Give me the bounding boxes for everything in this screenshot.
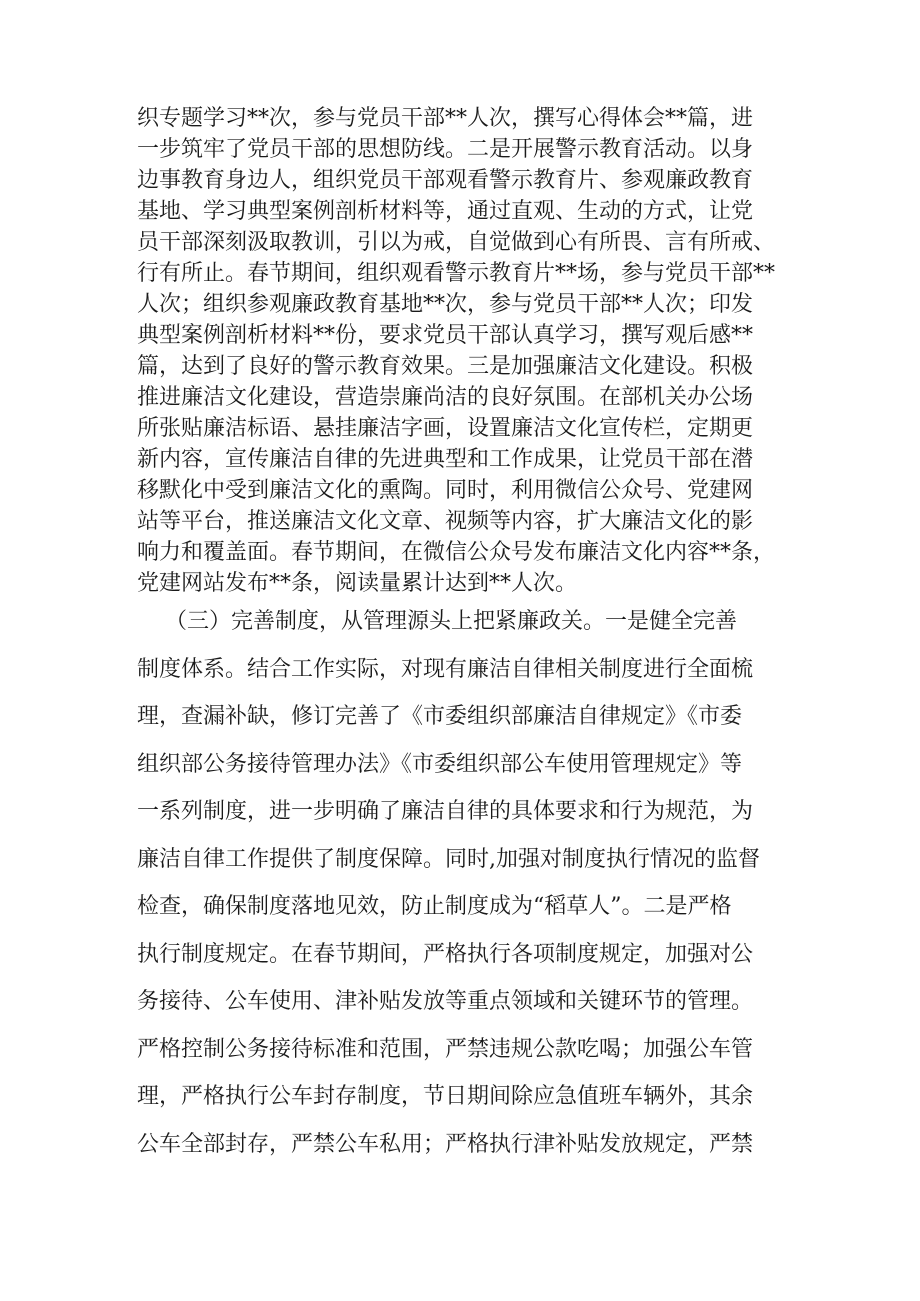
paragraph-warning-education bbox=[137, 103, 797, 599]
text-line: 执行制度规定。在春节期间，严格执行各项制度规定，加强对公 bbox=[137, 941, 754, 967]
text-line: 响力和覆盖面。春节期间，在微信公众号发布廉洁文化内容**条， bbox=[137, 540, 776, 565]
text-line: 廉洁自律工作提供了制度保障。同时,加强对制度执行情况的监督 bbox=[137, 846, 760, 872]
text-line: 所张贴廉洁标语、悬挂廉洁字画，设置廉洁文化宣传栏，定期更 bbox=[137, 416, 754, 441]
text-line: 员干部深刻汲取教训，引以为戒，自觉做到心有所畏、言有所戒、 bbox=[137, 230, 776, 255]
text-line: 务接待、公车使用、津补贴发放等重点领域和关键环节的管理。 bbox=[137, 989, 754, 1014]
text-line: 篇，达到了良好的警示教育效果。三是加强廉洁文化建设。积极 bbox=[137, 354, 754, 379]
text-line: 严格控制公务接待标准和范围，严禁违规公款吃喝；加强公车管 bbox=[137, 1036, 754, 1062]
text-line: 理，查漏补缺，修订完善了《市委组织部廉洁自律规定》《市委 bbox=[137, 704, 743, 729]
text-line: 织专题学习**次，参与党员干部**人次，撰写心得体会**篇，进 bbox=[137, 106, 754, 131]
text-line: 基地、学习典型案例剖析材料等，通过直观、生动的方式，让党 bbox=[137, 199, 754, 224]
text-line: 推进廉洁文化建设，营造崇廉尚洁的良好氛围。在部机关办公场 bbox=[137, 385, 754, 410]
text-line: 一步筑牢了党员干部的思想防线。二是开展警示教育活动。以身 bbox=[137, 137, 754, 162]
text-line: 移默化中受到廉洁文化的熏陶。同时，利用微信公众号、党建网 bbox=[137, 478, 754, 503]
text-line: 典型案例剖析材料**份，要求党员干部认真学习，撰写观后感** bbox=[137, 323, 754, 348]
text-line: 理，严格执行公车封存制度，节日期间除应急值班车辆外，其余 bbox=[137, 1084, 754, 1109]
text-line: 站等平台，推送廉洁文化文章、视频等内容，扩大廉洁文化的影 bbox=[137, 509, 754, 534]
text-line: 检查，确保制度落地见效，防止制度成为“稻草人”。二是严格 bbox=[137, 894, 732, 919]
text-line: 组织部公务接待管理办法》《市委组织部公车使用管理规定》等 bbox=[137, 751, 743, 777]
text-line: 新内容，宣传廉洁自律的先进典型和工作成果，让党员干部在潜 bbox=[137, 447, 754, 472]
text-line: 边事教育身边人，组织党员干部观看警示教育片、参观廉政教育 bbox=[137, 168, 754, 193]
text-line: 人次；组织参观廉政教育基地**次，参与党员干部**人次；印发 bbox=[137, 292, 754, 317]
text-line: 一系列制度，进一步明确了廉洁自律的具体要求和行为规范，为 bbox=[137, 799, 754, 824]
text-line: 制度体系。结合工作实际，对现有廉洁自律相关制度进行全面梳 bbox=[137, 656, 754, 682]
text-line: 公车全部封存，严禁公车私用；严格执行津补贴发放规定，严禁 bbox=[137, 1131, 754, 1157]
text-line: 行有所止。春节期间，组织观看警示教育片**场，参与党员干部** bbox=[137, 261, 776, 286]
text-line: （三）完善制度，从管理源头上把紧廉政关。一是健全完善 bbox=[137, 609, 737, 634]
text-line: 党建网站发布**条，阅读量累计达到**人次。 bbox=[137, 571, 578, 596]
paragraph-improve-system bbox=[137, 598, 797, 1168]
